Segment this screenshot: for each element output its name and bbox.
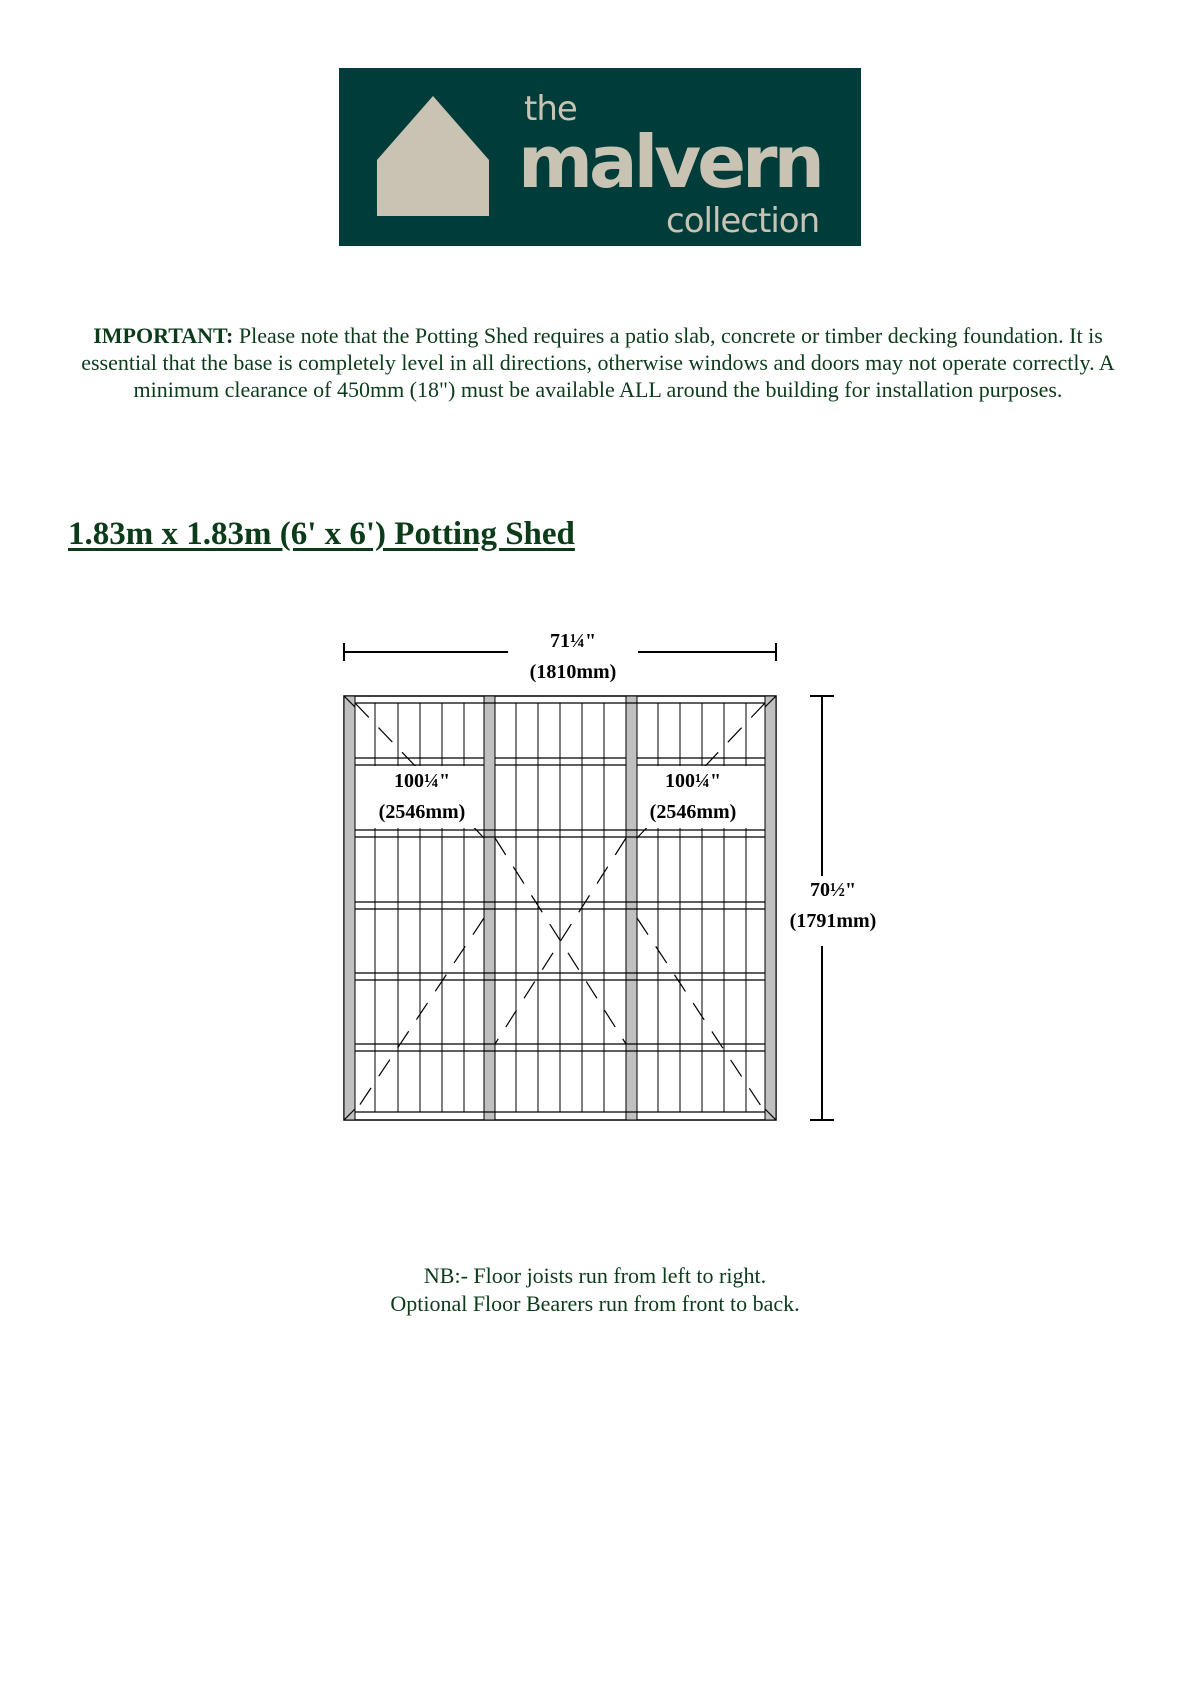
logo-word-the: the: [524, 89, 577, 129]
floor-note: [200, 1262, 990, 1318]
important-notice: [62, 322, 1134, 403]
left-diagonal-imperial: 100¼": [393, 770, 451, 792]
important-text: Please note that the Potting Shed requires a patio slab, concrete or timber decking foundation. It is essential that the base is completely level in all directions, otherwise windows and doors may not operate correctly. A minimum clearance of 450mm (18") must be available ALL around the building for installation purposes.: [81, 323, 1115, 402]
right-diagonal-label: [638, 766, 748, 828]
important-label: IMPORTANT:: [93, 323, 234, 348]
width-metric: (1810mm): [529, 661, 617, 683]
depth-metric: (1791mm): [789, 910, 877, 932]
floor-note-line-1: NB:- Floor joists run from left to right.: [423, 1263, 767, 1288]
depth-imperial: 70½": [809, 879, 857, 901]
base-plan-diagram: [330, 628, 890, 1130]
depth-dimension-label: [778, 875, 888, 937]
width-imperial: 71¼": [549, 630, 597, 652]
page-title: 1.83m x 1.83m (6' x 6') Potting Shed: [68, 516, 575, 552]
right-diagonal-imperial: 100¼": [664, 770, 722, 792]
left-diagonal-metric: (2546mm): [378, 801, 466, 823]
left-diagonal-label: [367, 766, 477, 828]
floor-note-line-2: Optional Floor Bearers run from front to back.: [390, 1291, 800, 1316]
width-dimension-label: [508, 626, 638, 688]
logo-word-malvern: malvern: [518, 120, 821, 204]
malvern-collection-logo: [339, 68, 861, 246]
logo-word-collection: collection: [666, 201, 820, 241]
right-diagonal-metric: (2546mm): [649, 801, 737, 823]
